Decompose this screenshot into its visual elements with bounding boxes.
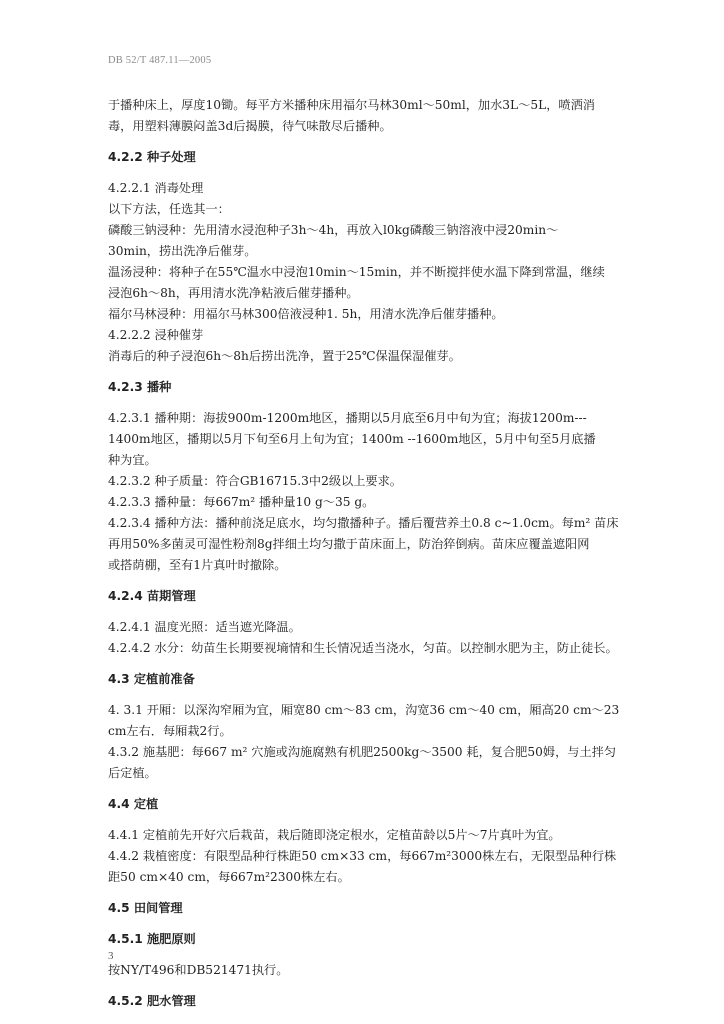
- page-number: 3: [108, 950, 114, 962]
- paragraph-line: 后定植。: [108, 766, 157, 780]
- paragraph-line: 30min，捞出洗净后催芽。: [108, 244, 257, 258]
- paragraph-line: 磷酸三钠浸种：先用清水浸泡种子3h～4h，再放入l0kg磷酸三钠溶液中浸20min～: [108, 223, 559, 237]
- paragraph-line: 4.2.3.3 播种量：每667m² 播种量10 g～35 g。: [108, 495, 375, 509]
- paragraph-line: 4.2.3.2 种子质量：符合GB16715.3中2级以上要求。: [108, 474, 402, 488]
- paragraph-line: 4.2.3.4 播种方法：播种前浇足底水，均匀撒播种子。播后覆营养土0.8 c~1.0cm。每m² 苗床: [108, 516, 619, 530]
- paragraph-line: 4.4.1 定植前先开好穴后栽苗，栽后随即浇定根水，定植苗龄以5片～7片真叶为宜。: [108, 828, 561, 842]
- section-heading-4-2-2: 4.2.2 种子处理: [108, 150, 196, 164]
- subsection-heading-4-2-2-2: 4.2.2.2 浸种催芽: [108, 328, 204, 342]
- subsection-heading-4-2-2-1: 4.2.2.1 消毒处理: [108, 181, 204, 195]
- paragraph-line: cm左右．每厢栽2行。: [108, 724, 232, 738]
- paragraph-line: 4.2.3.1 播种期：海拔900m-1200m地区，播期以5月底至6月中旬为宜；海拔1200m---: [108, 411, 587, 425]
- paragraph-intro-line: 毒，用塑料薄膜闷盖3d后揭膜，待气味散尽后播种。: [108, 119, 392, 133]
- paragraph-line: 4.2.4.2 水分：幼苗生长期要视墒情和生长情况适当浇水，匀苗。以控制水肥为主，防止徒长。: [108, 641, 618, 655]
- paragraph-line: 按NY/T496和DB521471执行。: [108, 963, 289, 977]
- section-heading-4-4: 4.4 定植: [108, 797, 159, 811]
- paragraph-line: 种为宜。: [108, 453, 157, 467]
- section-heading-4-2-4: 4.2.4 苗期管理: [108, 589, 196, 603]
- paragraph-line: 4.2.4.1 温度光照：适当遮光降温。: [108, 620, 301, 634]
- paragraph-intro-line: 于播种床上，厚度10锄。每平方米播种床用福尔马林30ml～50ml，加水3L～5L，喷洒消: [108, 98, 595, 112]
- section-heading-4-5: 4.5 田间管理: [108, 901, 183, 915]
- section-heading-4-3: 4.3 定植前准备: [108, 672, 195, 686]
- paragraph-line: 距50 cm×40 cm，每667m²2300株左右。: [108, 870, 350, 884]
- paragraph-line: 4. 3.1 开厢：以深沟窄厢为宜，厢宽80 cm～83 cm，沟宽36 cm～40 cm，厢高20 cm～23: [108, 703, 620, 717]
- paragraph-line: 温汤浸种：将种子在55℃温水中浸泡10min～15min，并不断搅拌使水温下降到常温，继续: [108, 265, 605, 279]
- paragraph-line: 4.3.2 施基肥：每667 m² 穴施或沟施腐熟有机肥2500kg～3500 耗，复合肥50姆，与土拌匀: [108, 745, 617, 759]
- section-heading-4-5-1: 4.5.1 施肥原则: [108, 932, 196, 946]
- paragraph-line: 或搭荫棚，至有1片真叶时撤除。: [108, 558, 287, 572]
- standard-code-header: DB 52/T 487.11—2005: [108, 55, 212, 66]
- paragraph-line: 消毒后的种子浸泡6h～8h后捞出洗净，置于25℃保温保湿催芽。: [108, 349, 461, 363]
- section-heading-4-2-3: 4.2.3 播种: [108, 380, 172, 394]
- document-body: [108, 95, 628, 1012]
- paragraph-line: 浸泡6h～8h，再用清水洗净粘液后催芽播种。: [108, 286, 359, 300]
- section-heading-4-5-2: 4.5.2 肥水管理: [108, 994, 196, 1008]
- paragraph-line: 1400m地区，播期以5月下旬至6月上旬为宜；1400m --1600m地区，5月中旬至5月底播: [108, 432, 596, 446]
- paragraph-line: 福尔马林浸种：用福尔马林300倍液浸种1. 5h，用清水洗净后催芽播种。: [108, 307, 504, 321]
- paragraph-line: 4.4.2 栽植密度：有限型品种行株距50 cm×33 cm，每667m²3000株左右，无限型品种行株: [108, 849, 617, 863]
- paragraph-line: 以下方法，任选其一：: [108, 202, 230, 216]
- paragraph-line: 再用50%多菌灵可湿性粉剂8g拌细土均匀撒于苗床面上，防治猝倒病。苗床应覆盖遮阳网: [108, 537, 590, 551]
